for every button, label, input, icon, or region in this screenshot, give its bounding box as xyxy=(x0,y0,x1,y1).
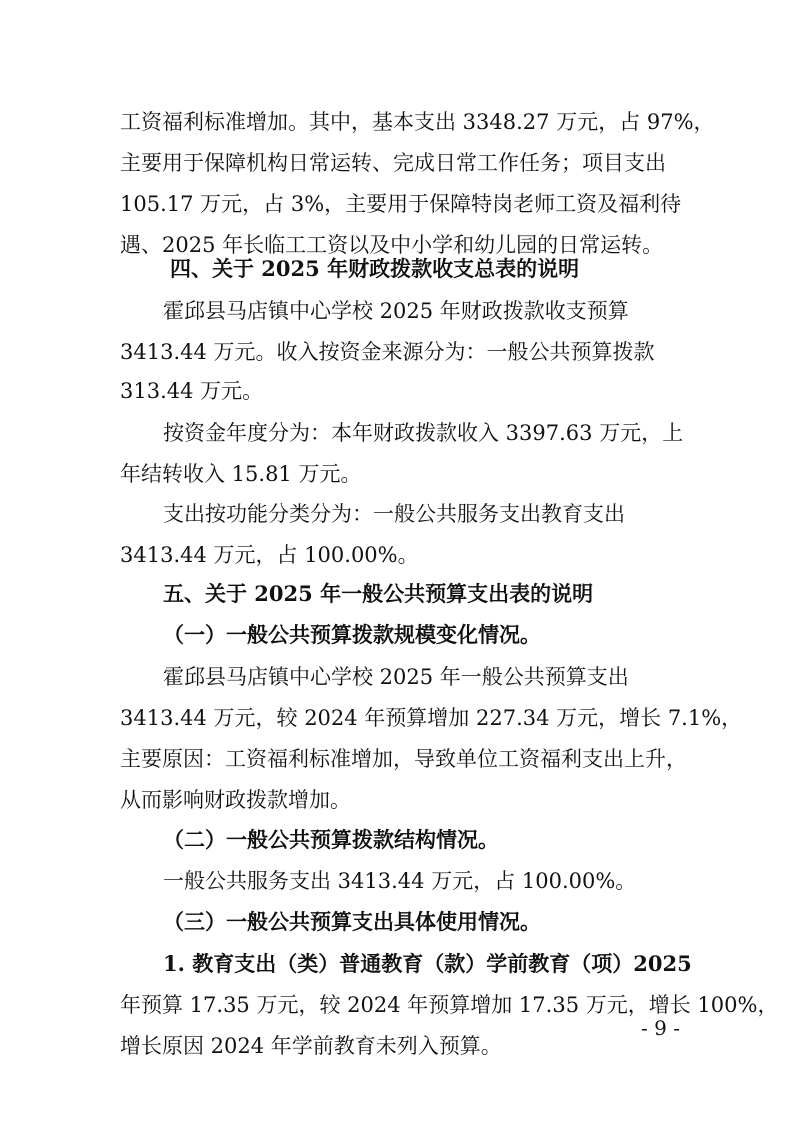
body-text-line: 年预算 17.35 万元，较 2024 年预算增加 17.35 万元，增长 100%， xyxy=(120,993,779,1017)
body-text-line: 3413.44 万元，较 2024 年预算增加 227.34 万元，增长 7.1%， xyxy=(120,706,743,730)
body-text-line: 霍邱县马店镇中心学校 2025 年一般公共预算支出 xyxy=(163,665,629,689)
subsection-heading-2: （二）一般公共预算拨款结构情况。 xyxy=(163,827,499,852)
body-text-line: 一般公共服务支出 3413.44 万元，占 100.00%。 xyxy=(163,869,637,893)
section-heading-4: 四、关于 2025 年财政拨款收支总表的说明 xyxy=(170,256,580,281)
body-text-line: 工资福利标准增加。其中，基本支出 3348.27 万元，占 97%， xyxy=(120,110,715,134)
body-text-line: 遇、2025 年长临工工资以及中小学和幼儿园的日常运转。 xyxy=(120,233,664,257)
subsection-heading-1: （一）一般公共预算拨款规模变化情况。 xyxy=(163,622,541,647)
body-text-line: 313.44 万元。 xyxy=(120,379,264,403)
body-text-line: 主要用于保障机构日常运转、完成日常工作任务；项目支出 xyxy=(120,151,666,175)
body-text-line: 年结转收入 15.81 万元。 xyxy=(120,462,362,486)
body-text-line: 按资金年度分为：本年财政拨款收入 3397.63 万元，上 xyxy=(163,421,684,445)
body-text-line: 增长原因 2024 年学前教育未列入预算。 xyxy=(120,1034,502,1058)
body-text-line: 3413.44 万元。收入按资金来源分为：一般公共预算拨款 xyxy=(120,340,655,364)
page-number: - 9 - xyxy=(641,1016,680,1040)
body-text-line: 主要原因：工资福利标准增加，导致单位工资福利支出上升， xyxy=(120,747,687,771)
body-text-line: 霍邱县马店镇中心学校 2025 年财政拨款收支预算 xyxy=(163,299,629,323)
subsection-heading-3: （三）一般公共预算支出具体使用情况。 xyxy=(163,909,541,934)
item-heading-1: 1. 教育支出（类）普通教育（款）学前教育（项）2025 xyxy=(163,951,692,976)
body-text-line: 3413.44 万元，占 100.00%。 xyxy=(120,543,419,567)
body-text-line: 从而影响财政拨款增加。 xyxy=(120,788,351,812)
section-heading-5: 五、关于 2025 年一般公共预算支出表的说明 xyxy=(163,581,594,606)
body-text-line: 支出按功能分类分为：一般公共服务支出教育支出 xyxy=(163,502,625,526)
body-text-line: 105.17 万元，占 3%，主要用于保障特岗老师工资及福利待 xyxy=(120,192,682,216)
